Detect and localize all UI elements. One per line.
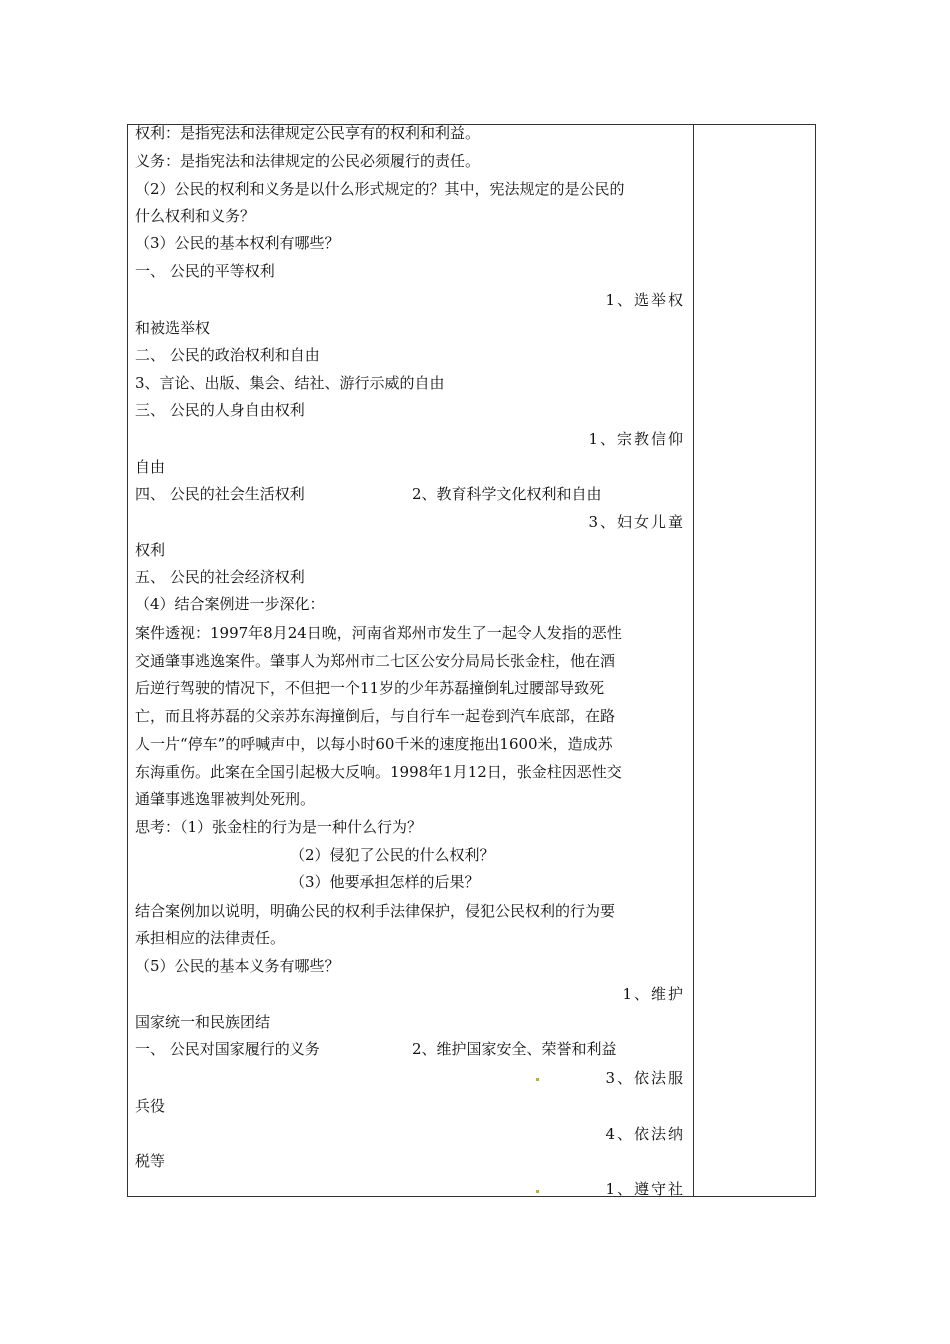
text-line: 四、 公民的社会生活权利 — [135, 485, 305, 503]
text-line: 和被选举权 — [135, 319, 211, 337]
text-line: 人一片“停车”的呼喊声中，以每小时60千米的速度拖出1600米，造成苏 — [135, 735, 613, 753]
text-line: 亡，而且将苏磊的父亲苏东海撞倒后，与自行车一起卷到汽车底部，在路 — [135, 707, 616, 725]
text-line: 思考：（1）张金柱的行为是一种什么行为？ — [135, 818, 423, 836]
text-line: 承担相应的法律责任。 — [135, 929, 286, 947]
text-line: 一、 公民的平等权利 — [135, 262, 275, 280]
text-line: 三、 公民的人身自由权利 — [135, 401, 305, 419]
text-line: 交通肇事逃逸案件。肇事人为郑州市二七区公安分局局长张金柱，他在酒 — [135, 652, 616, 670]
text-line: 1、宗教信仰 — [588, 430, 685, 448]
text-line: 3、依法服 — [605, 1069, 685, 1087]
decorative-dot — [536, 1190, 539, 1193]
text-line: 1、遵守社 — [605, 1180, 685, 1198]
column-divider — [693, 124, 694, 1197]
text-line: 案件透视：1997年8月24日晚，河南省郑州市发生了一起令人发指的恶性 — [135, 624, 622, 642]
text-line: 权利 — [135, 541, 166, 559]
decorative-dot — [536, 1078, 539, 1081]
text-line: （4）结合案例进一步深化： — [135, 595, 325, 613]
text-line: 二、 公民的政治权利和自由 — [135, 346, 320, 364]
text-line: 义务：是指宪法和法律规定的公民必须履行的责任。 — [135, 152, 481, 170]
text-line: 1、选举权 — [605, 291, 685, 309]
text-line: （3）公民的基本权利有哪些？ — [135, 234, 340, 252]
text-line: （3）他要承担怎样的后果？ — [290, 873, 480, 891]
text-line: 1、维护 — [622, 985, 685, 1003]
text-line: （2）公民的权利和义务是以什么形式规定的？其中，宪法规定的是公民的 — [135, 180, 625, 198]
text-line: 五、 公民的社会经济权利 — [135, 568, 305, 586]
text-line: 自由 — [135, 458, 166, 476]
text-line: 国家统一和民族团结 — [135, 1013, 271, 1031]
text-line: 什么权利和义务？ — [135, 207, 256, 225]
text-line: 一、 公民对国家履行的义务 — [135, 1040, 320, 1058]
text-line: 3、妇女儿童 — [588, 513, 685, 531]
text-line: 税等 — [135, 1152, 166, 1170]
text-line: 结合案例加以说明，明确公民的权利手法律保护，侵犯公民权利的行为要 — [135, 902, 616, 920]
text-line: 2、维护国家安全、荣誉和利益 — [412, 1040, 617, 1058]
text-line: 后逆行驾驶的情况下，不但把一个11岁的少年苏磊撞倒轧过腰部导致死 — [135, 679, 605, 697]
text-line: 4、依法纳 — [605, 1125, 685, 1143]
text-line: 2、教育科学文化权利和自由 — [412, 485, 602, 503]
text-line: 兵役 — [135, 1097, 166, 1115]
text-line: 3、言论、出版、集会、结社、游行示威的自由 — [135, 374, 445, 392]
text-line: 通肇事逃逸罪被判处死刑。 — [135, 790, 316, 808]
text-line: （5）公民的基本义务有哪些？ — [135, 957, 340, 975]
text-line: 权利：是指宪法和法律规定公民享有的权利和利益。 — [135, 124, 481, 142]
text-line: 东海重伤。此案在全国引起极大反响。1998年1月12日，张金柱因恶性交 — [135, 763, 622, 781]
text-line: （2）侵犯了公民的什么权利？ — [290, 846, 495, 864]
